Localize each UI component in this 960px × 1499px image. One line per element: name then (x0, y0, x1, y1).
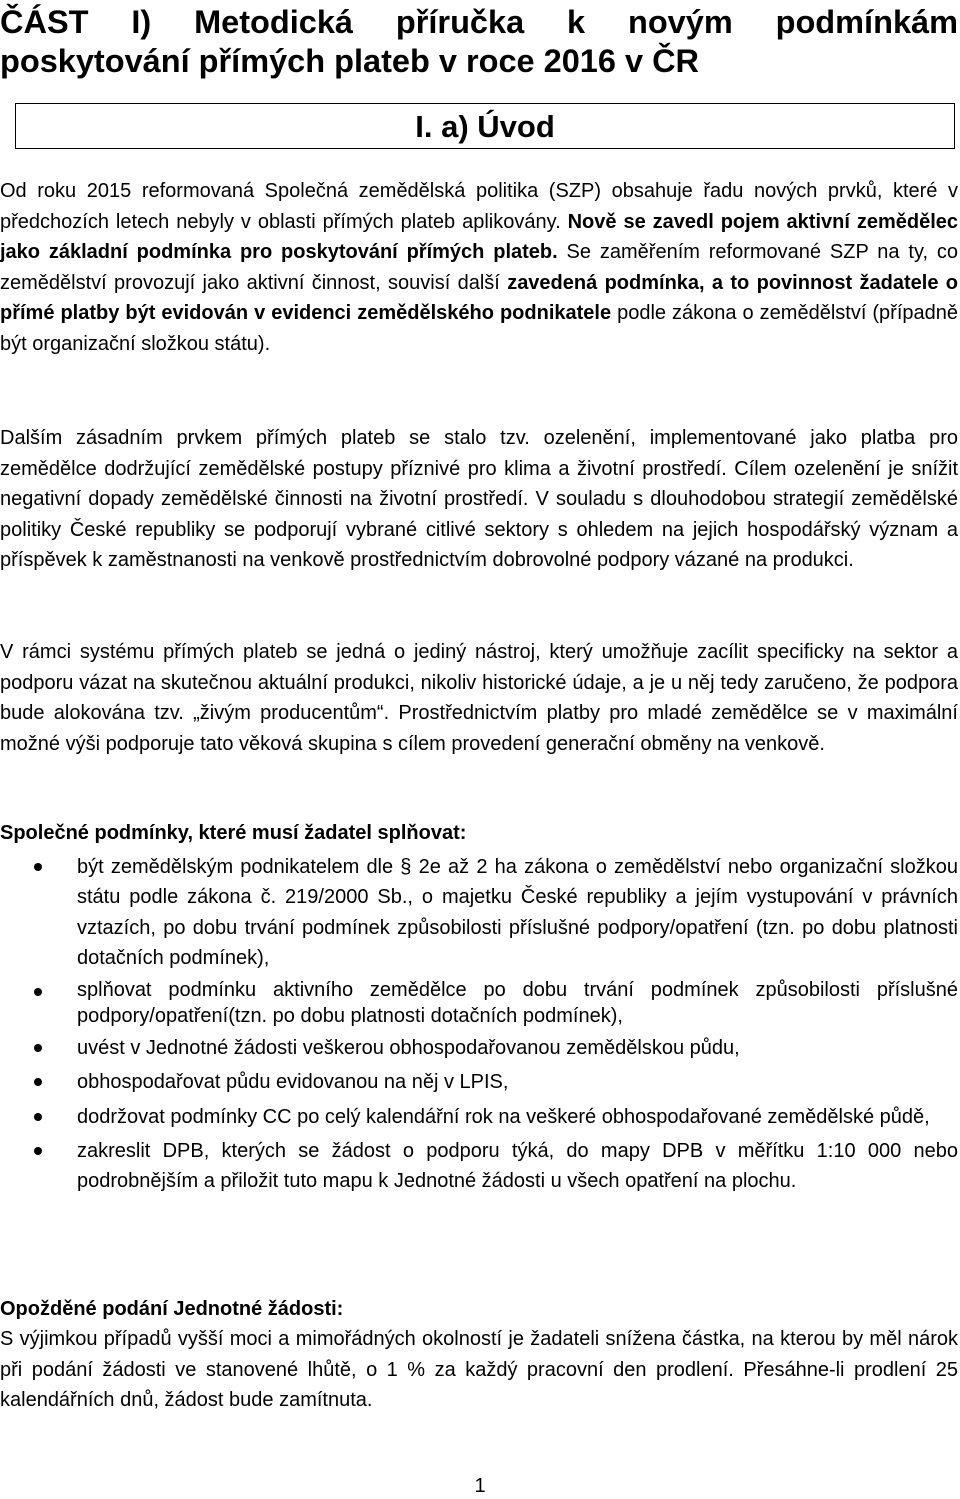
page-number: 1 (474, 1475, 486, 1497)
intro-bold-1: Nově se zavedl pojem aktivní zemědělec jako základní podmínka pro poskytování přímých plateb. (0, 210, 958, 263)
intro-bold-2: zavedená podmínka, a to povinnost žadatele o přímé platby být evidován v evidenci zemědělského podnikatele (0, 271, 958, 324)
list-item (0, 1136, 958, 1197)
list-item (0, 977, 958, 1029)
bullet-icon (34, 1147, 42, 1155)
list-item (0, 1033, 958, 1063)
bullet-icon (34, 1113, 42, 1121)
title-line-2: poskytování přímých plateb v roce 2016 v ČR (0, 43, 700, 79)
list-item (0, 1102, 958, 1132)
late-submission-heading: Opožděné podání Jednotné žádosti: (0, 1298, 344, 1320)
late-submission-paragraph: S výjimkou případů vyšší moci a mimořádných okolností je žadateli snížena částka, na kterou by měl nárok při podání žádosti ve stanovené lhůtě, o 1 % za každý pracovní den prodlení. Přesáhne-li prodlení 25 kalendářních dnů, žádost bude zamítnuta. (0, 1328, 958, 1411)
list-item-text: zakreslit DPB, kterých se žádost o podporu týká, do mapy DPB v měřítku 1:10 000 nebo podrobnějším a přiložit tuto mapu k Jednotné žádosti u všech opatření na plochu. (77, 1140, 958, 1193)
section-heading-box (15, 103, 955, 149)
conditions-list (0, 852, 958, 1201)
intro-text-1: Od roku 2015 reformovaná Společná zemědělská politika (SZP) obsahuje řadu nových prvků, které v předchozích letech nebyly v oblasti přímých plateb aplikovány. (0, 180, 958, 233)
section-heading: I. a) Úvod (415, 109, 555, 144)
bullet-icon (34, 863, 42, 871)
intro-text-3: podle zákona o zemědělství (případně být organizační složkou státu). (0, 302, 958, 355)
list-item-text: splňovat podmínku aktivního zemědělce po dobu trvání podmínek způsobilosti příslušné podpory/opatření(tzn. po dobu platnosti dotačních podmínek), (77, 979, 958, 1028)
list-item (0, 852, 958, 973)
conditions-heading: Společné podmínky, které musí žadatel splňovat: (0, 822, 467, 844)
intro-paragraph-2: Dalším zásadním prvkem přímých plateb se stalo tzv. ozelenění, implementované jako platba pro zemědělce dodržující zemědělské postupy příznivé pro klima a životní prostředí. Cílem ozelenění je snížit negativní dopady zemědělské činnosti na životní prostředí. V souladu s dlouhodobou strategií zemědělské politiky České republiky se podporují vybrané citlivé sektory s ohledem na jejich hospodářský význam a příspěvek k zaměstnanosti na venkově prostřednictvím dobrovolné podpory vázané na produkci. (0, 427, 958, 571)
list-item-text: obhospodařovat půdu evidovanou na něj v LPIS, (77, 1071, 509, 1094)
intro-paragraph-3: V rámci systému přímých plateb se jedná o jediný nástroj, který umožňuje zacílit specificky na sektor a podporu vázat na skutečnou aktuální produkci, nikoliv historické údaje, a je u něj tedy zaručeno, že podpora bude alokována tzv. „živým producentům“. Prostřednictvím platby pro mladé zemědělce se v maximální možné výši podporuje tato věková skupina s cílem provedení generační obměny na venkově. (0, 641, 958, 755)
list-item (0, 1067, 958, 1097)
list-item-text: být zemědělským podnikatelem dle § 2e až 2 ha zákona o zemědělství nebo organizační složkou státu podle zákona č. 219/2000 Sb., o majetku České republiky a jejím vystupování v právních vztazích, po dobu trvání podmínek způsobilosti příslušné podpory/opatření (tzn. po dobu platnosti dotačních podmínek), (77, 856, 958, 969)
bullet-icon (34, 1044, 42, 1052)
bullet-icon (34, 988, 42, 996)
document-title (0, 3, 958, 81)
list-item-text: uvést v Jednotné žádosti veškerou obhospodařovanou zemědělskou půdu, (77, 1037, 740, 1060)
intro-paragraph-1 (0, 176, 958, 359)
list-item-text: dodržovat podmínky CC po celý kalendářní rok na veškeré obhospodařované zemědělské půdě, (77, 1105, 930, 1128)
title-line-1: ČÁST I) Metodická příručka k novým podmínkám (0, 4, 958, 40)
bullet-icon (34, 1078, 42, 1086)
intro-text-2: Se zaměřením reformované SZP na ty, co zemědělství provozují jako aktivní činnost, souvisí další (0, 241, 958, 294)
